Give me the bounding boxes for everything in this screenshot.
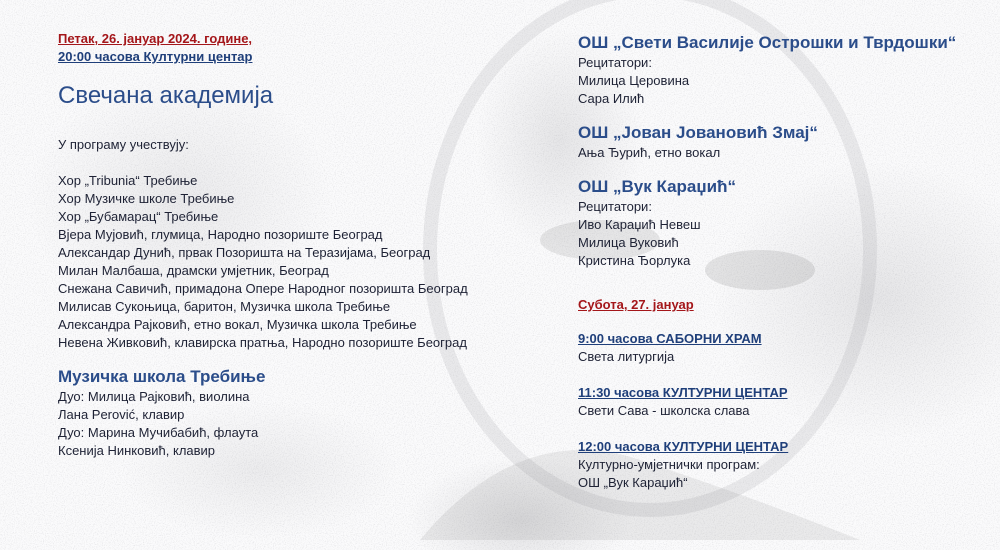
school-heading: ОШ „Свети Василије Острошки и Тврдошки“ — [578, 33, 957, 52]
program-intro: У програму учествују: — [58, 137, 189, 152]
list-item: Милица Церовина — [578, 73, 690, 88]
list-item: Ања Ђурић, етно вокал — [578, 145, 721, 160]
event-time: 11:30 часова КУЛТУРНИ ЦЕНТАР — [578, 385, 788, 400]
list-item: Дуо: Марина Мучибабић, флаута — [58, 425, 259, 440]
list-item: Хор „Бубамарац“ Требиње — [58, 209, 219, 224]
list-item: Сара Илић — [578, 91, 645, 106]
event-description: Културно-умјетнички програм: — [578, 457, 760, 472]
list-item: Милица Вуковић — [578, 235, 679, 250]
right-column — [578, 0, 978, 492]
music-school-heading: Музичка школа Требиње — [58, 367, 266, 386]
list-item: Вјера Мујовић, глумица, Народно позориште Београд — [58, 227, 383, 242]
left-column — [58, 0, 528, 460]
list-item: Милисав Сукоњица, баритон, Музичка школа Требиње — [58, 299, 391, 314]
saturday-date: Субота, 27. јануар — [578, 297, 694, 312]
list-item: Рецитатори: — [578, 199, 652, 214]
page-title: Свечана академија — [58, 82, 274, 109]
list-item: Невена Живковић, клавирска пратња, Народно позориште Београд — [58, 335, 467, 350]
event-time: 9:00 часова САБОРНИ ХРАМ — [578, 331, 762, 346]
list-item: Хор Музичке школе Требиње — [58, 191, 235, 206]
list-item: Милан Малбаша, драмски умјетник, Београд — [58, 263, 329, 278]
event-description: Свети Сава - школска слава — [578, 403, 750, 418]
event-block — [578, 330, 978, 366]
event-description: ОШ „Вук Караџић“ — [578, 475, 688, 490]
list-item: Ксенија Нинковић, клавир — [58, 443, 216, 458]
event-description: Света литургија — [578, 349, 675, 364]
list-item: Рецитатори: — [578, 55, 652, 70]
list-item: Снежана Савичић, примадона Опере Народног позоришта Београд — [58, 281, 468, 296]
music-school-list — [58, 388, 528, 460]
participants-list — [58, 172, 528, 352]
event-time: 12:00 часова КУЛТУРНИ ЦЕНТАР — [578, 439, 789, 454]
event-block — [578, 438, 978, 492]
school-block — [578, 122, 978, 162]
list-item: Дуо: Милица Рајковић, виолина — [58, 389, 250, 404]
list-item: Иво Караџић Невеш — [578, 217, 701, 232]
list-item: Александра Рајковић, етно вокал, Музичка школа Требиње — [58, 317, 417, 332]
friday-date: Петак, 26. јануар 2024. године, — [58, 31, 253, 46]
school-heading: ОШ „Вук Караџић“ — [578, 177, 736, 196]
event-block — [578, 384, 978, 420]
school-block — [578, 176, 978, 270]
friday-time-venue: 20:00 часова Културни центар — [58, 49, 253, 64]
list-item: Хор „Tribunia“ Требиње — [58, 173, 198, 188]
list-item: Лана Perović, клавир — [58, 407, 185, 422]
list-item: Кристина Ђорлука — [578, 253, 691, 268]
school-block — [578, 32, 978, 108]
list-item: Александар Дунић, првак Позоришта на Теразијама, Београд — [58, 245, 431, 260]
school-heading: ОШ „Јован Јовановић Змај“ — [578, 123, 818, 142]
